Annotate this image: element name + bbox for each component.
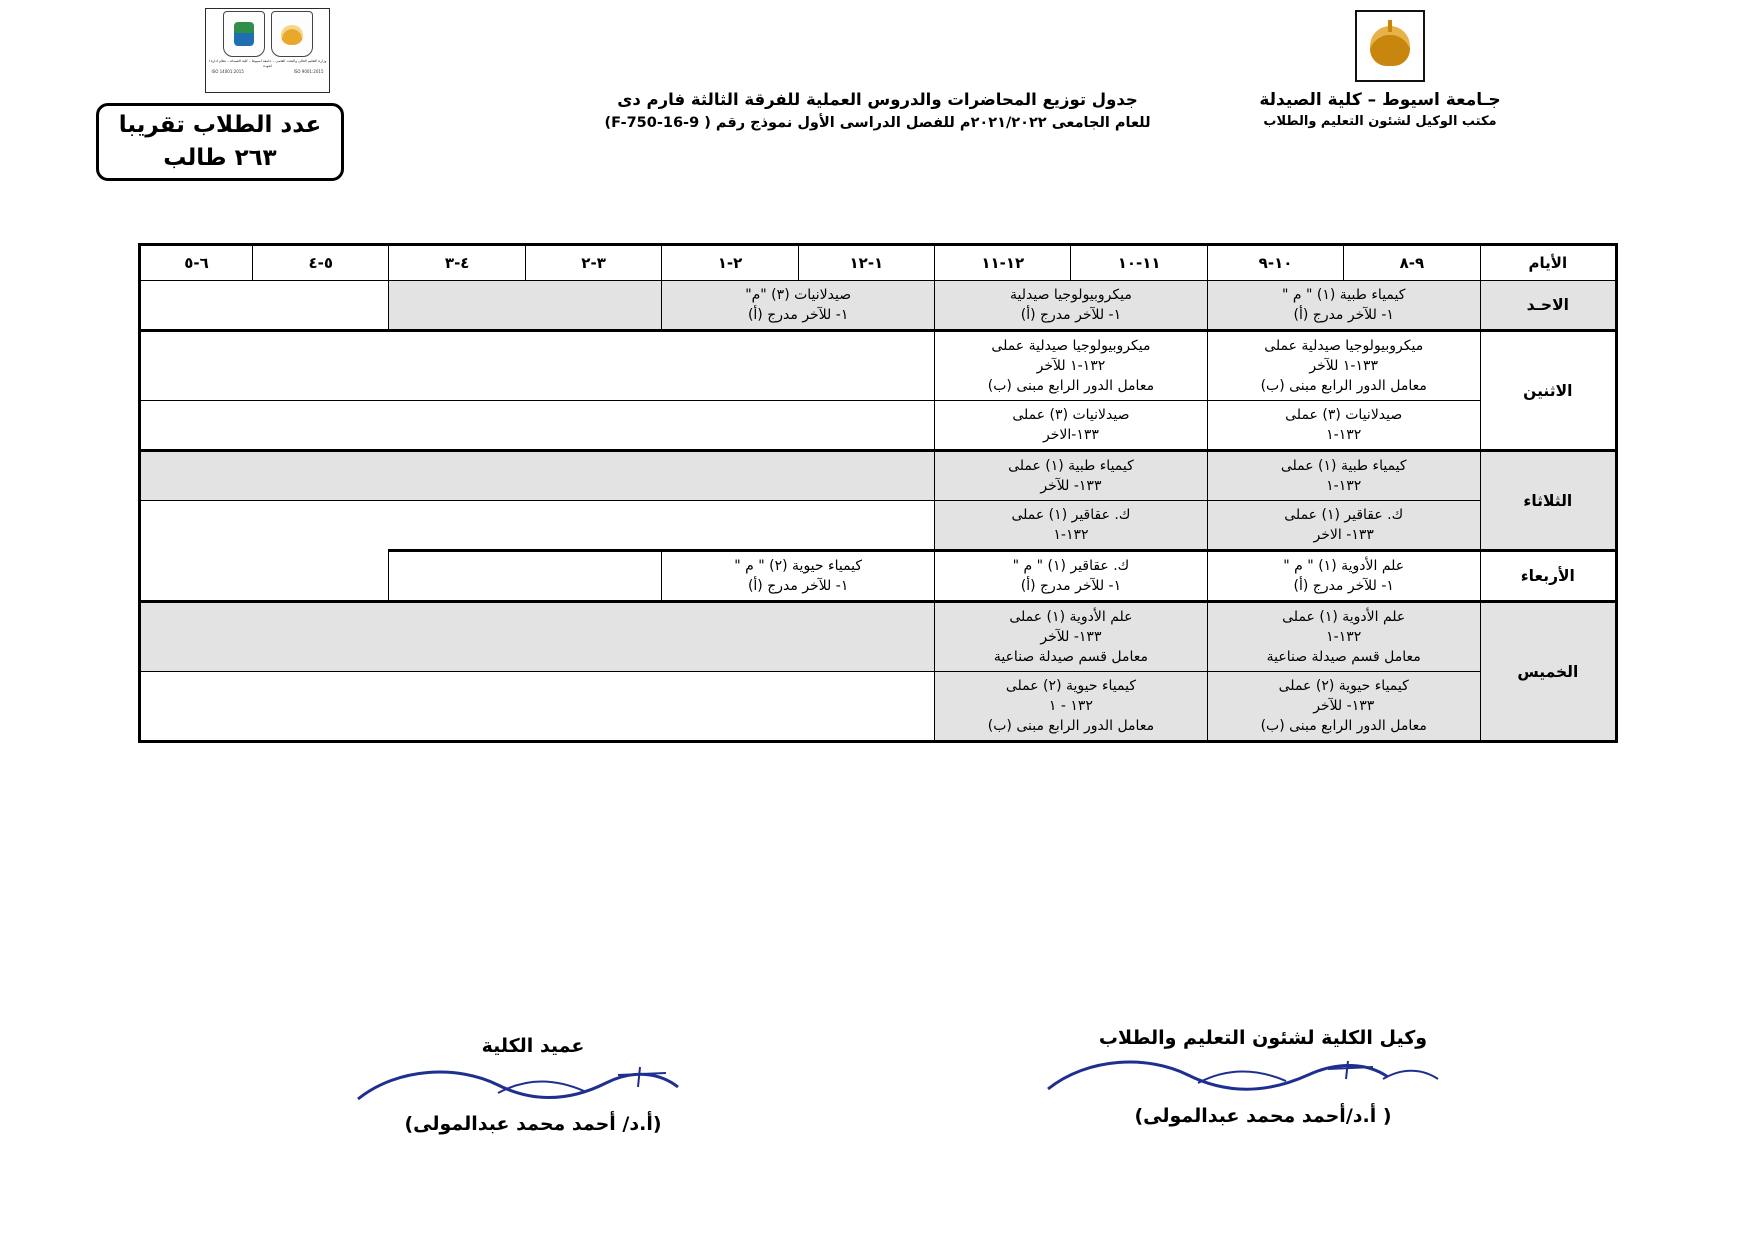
empty-cell <box>140 451 935 501</box>
session-line: معامل الدور الرابع مبنى (ب) <box>1260 378 1427 394</box>
session-line: علم الأدوية (١) عملى <box>1009 609 1133 625</box>
session-line: ١- للآخر مدرج (أ) <box>1293 578 1394 594</box>
session-line: ١٣٢-١ <box>1326 427 1362 443</box>
session-line: معامل الدور الرابع مبنى (ب) <box>987 378 1155 394</box>
session-line: ١٣٢-١ للآخر <box>1036 358 1106 374</box>
signature-area <box>138 1025 1618 1215</box>
table-row <box>140 401 1617 451</box>
session-line: ١٣٣- الاخر <box>1313 527 1374 543</box>
assiut-university-crest-icon <box>271 11 313 57</box>
session-line: ١٣٣- للآخر <box>1040 629 1102 645</box>
iso-badge-1: ISO 9001:2015 <box>293 69 324 74</box>
session-line: ك. عقاقير (١) عملى <box>1011 507 1131 523</box>
session-line: معامل الدور الرابع مبنى (ب) <box>987 718 1155 734</box>
page-header <box>0 0 1755 200</box>
crest-group <box>223 11 313 57</box>
schedule-table-container <box>138 243 1618 743</box>
column-header-slot-4: ١٢-١١ <box>935 245 1071 281</box>
session-line: معامل قسم صيدلة صناعية <box>993 649 1149 665</box>
session-line: ١- للآخر مدرج (أ) <box>747 307 849 323</box>
university-quality-logo <box>205 8 330 93</box>
session-cell <box>1207 401 1480 451</box>
column-header-days: الأيام <box>1480 245 1616 281</box>
assiut-university-logo <box>1355 10 1425 82</box>
day-cell: الاحـد <box>1480 281 1616 331</box>
session-line: كيمياء حيوية (٢) عملى <box>1278 678 1409 694</box>
student-count-box: عدد الطلاب تقريبا ٢٦٣ طالب <box>96 103 344 181</box>
session-line: ١٣٢ - ١ <box>1048 698 1093 714</box>
table-row <box>140 331 1617 401</box>
session-line: ك. عقاقير (١) عملى <box>1284 507 1404 523</box>
session-line: ١- للآخر مدرج (أ) <box>1293 307 1394 323</box>
session-line: ١- للآخر مدرج (أ) <box>1020 578 1122 594</box>
session-cell <box>935 551 1208 602</box>
signature-title-dean: عميد الكلية <box>481 1035 585 1057</box>
table-header-row <box>140 245 1617 281</box>
session-line: ميكروبيولوجيا صيدلية عملى <box>991 338 1151 354</box>
column-header-slot-5: ١-١٢ <box>798 245 934 281</box>
column-header-slot-2: ١٠-٩ <box>1207 245 1343 281</box>
empty-cell <box>140 331 935 401</box>
signature-vice-dean <box>1028 1025 1498 1129</box>
handwritten-signature-dean <box>298 1057 768 1117</box>
session-line: ميكروبيولوجيا صيدلية عملى <box>1264 338 1424 354</box>
day-cell: الثلاثاء <box>1480 451 1616 551</box>
session-line: ١٣٣-الاخر <box>1043 427 1099 443</box>
session-line: صيدلانيات (٣) عملى <box>1012 407 1130 423</box>
session-line: معامل الدور الرابع مبنى (ب) <box>1260 718 1427 734</box>
column-header-slot-1: ٩-٨ <box>1344 245 1480 281</box>
table-row <box>140 281 1617 331</box>
session-cell <box>662 281 935 331</box>
empty-cell <box>389 281 662 331</box>
session-line: صيدلانيات (٣) عملى <box>1285 407 1403 423</box>
session-line: علم الأدوية (١) عملى <box>1282 609 1406 625</box>
column-header-slot-3: ١١-١٠ <box>1071 245 1207 281</box>
column-header-slot-10: ٦-٥ <box>140 245 253 281</box>
empty-cell <box>140 602 935 672</box>
iso-row <box>212 69 324 74</box>
table-row <box>140 602 1617 672</box>
table-row <box>140 451 1617 501</box>
column-header-slot-9: ٥-٤ <box>253 245 389 281</box>
session-cell <box>935 602 1208 672</box>
session-line: ميكروبيولوجيا صيدلية <box>1010 287 1132 303</box>
session-cell <box>662 551 935 602</box>
session-line: ك. عقاقير (١) " م " <box>1012 558 1130 574</box>
logo-micro-text: وزارة التعليم العالى والبحث العلمى – جامعة اسيوط – كلية الصيدلة – نظام ادارة الجودة <box>208 59 327 68</box>
signature-title-vice-dean: وكيل الكلية لشئون التعليم والطلاب <box>1098 1027 1428 1049</box>
session-line: كيمياء حيوية (٢) " م " <box>734 558 863 574</box>
signature-name-dean: (أ.د/ أحمد محمد عبدالمولى) <box>404 1113 662 1135</box>
handwritten-signature-vice-dean <box>1028 1049 1498 1109</box>
session-cell <box>935 451 1208 501</box>
session-line: ١٣٢-١ <box>1326 478 1362 494</box>
column-header-slot-7: ٣-٢ <box>525 245 661 281</box>
office-name: مكتب الوكيل لشئون التعليم والطلاب <box>1263 114 1497 129</box>
session-cell <box>935 331 1208 401</box>
column-header-slot-8: ٤-٣ <box>389 245 525 281</box>
session-line: ١٣٢-١ <box>1053 527 1089 543</box>
day-cell: الخميس <box>1480 602 1616 742</box>
session-cell <box>1207 331 1480 401</box>
session-line: ١٣٣- للآخر <box>1040 478 1102 494</box>
table-row <box>140 501 1617 551</box>
session-cell <box>1207 281 1480 331</box>
column-header-slot-6: ٢-١ <box>662 245 798 281</box>
page-title: جدول توزيع المحاضرات والدروس العملية للفرقة الثالثة فارم دى <box>617 90 1138 109</box>
session-line: ١٣٣-١ للآخر <box>1309 358 1379 374</box>
iso-badge-2: ISO 14001:2015 <box>211 69 244 74</box>
session-cell <box>1207 451 1480 501</box>
faculty-name: جـامعة اسيوط – كلية الصيدلة <box>1259 90 1501 110</box>
session-cell <box>935 501 1208 551</box>
session-cell <box>1207 551 1480 602</box>
session-line: كيمياء حيوية (٢) عملى <box>1005 678 1136 694</box>
session-line: معامل قسم صيدلة صناعية <box>1266 649 1421 665</box>
page-subtitle: للعام الجامعى ٢٠٢١/٢٠٢٢م للفصل الدراسى الأول نموذج رقم ( F-750-16-9) <box>604 115 1151 131</box>
university-emblem-icon <box>1370 26 1410 66</box>
session-line: كيمياء طبية (١) " م " <box>1282 287 1406 303</box>
session-line: ١- للآخر مدرج (أ) <box>1020 307 1122 323</box>
session-line: ١- للآخر مدرج (أ) <box>747 578 849 594</box>
session-cell <box>1207 501 1480 551</box>
schedule-table <box>138 243 1618 743</box>
day-cell: الاثنين <box>1480 331 1616 451</box>
session-line: علم الأدوية (١) " م " <box>1283 558 1405 574</box>
faculty-identity-block <box>1215 88 1545 132</box>
session-line: صيدلانيات (٣) "م" <box>745 287 852 303</box>
session-cell <box>935 281 1208 331</box>
session-line: كيمياء طبية (١) عملى <box>1008 458 1134 474</box>
session-line: ١٣٣- للآخر <box>1313 698 1375 714</box>
session-cell <box>935 672 1208 742</box>
table-row <box>140 551 1617 602</box>
signature-dean <box>298 1033 768 1137</box>
session-line: ١٣٢-١ <box>1326 629 1362 645</box>
signature-name-vice-dean: ( أ.د/أحمد محمد عبدالمولى) <box>1134 1105 1392 1127</box>
session-cell <box>1207 602 1480 672</box>
table-row <box>140 672 1617 742</box>
session-cell <box>1207 672 1480 742</box>
session-cell <box>935 401 1208 451</box>
empty-cell <box>389 551 662 602</box>
table-body <box>140 281 1617 742</box>
pharmacy-faculty-crest-icon <box>223 11 265 57</box>
day-cell: الأربعاء <box>1480 551 1616 602</box>
session-line: كيمياء طبية (١) عملى <box>1280 458 1407 474</box>
